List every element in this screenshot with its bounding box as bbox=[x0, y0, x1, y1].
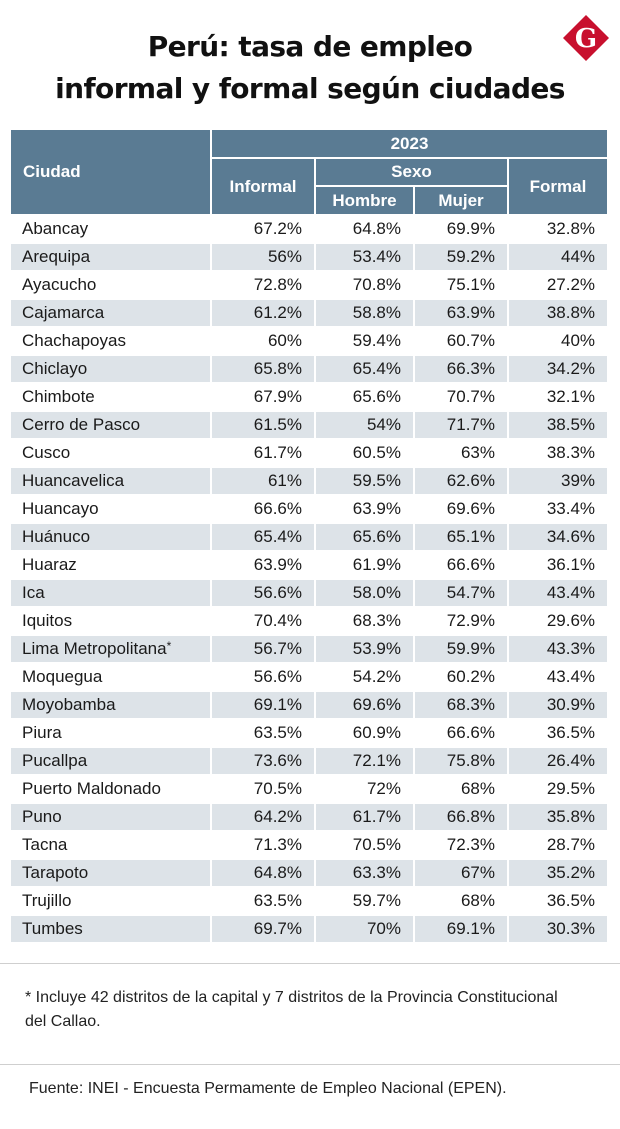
formal-cell: 28.7% bbox=[508, 831, 608, 859]
header-formal: Formal bbox=[508, 158, 608, 215]
hombre-cell: 63.9% bbox=[315, 495, 414, 523]
city-cell: Huánuco bbox=[10, 523, 211, 551]
hombre-cell: 70.5% bbox=[315, 831, 414, 859]
mujer-cell: 66.6% bbox=[414, 719, 508, 747]
hombre-cell: 54% bbox=[315, 411, 414, 439]
divider-bottom bbox=[0, 1064, 620, 1065]
city-cell: Puno bbox=[10, 803, 211, 831]
header-sexo: Sexo bbox=[315, 158, 508, 186]
formal-cell: 38.3% bbox=[508, 439, 608, 467]
city-cell: Cusco bbox=[10, 439, 211, 467]
city-cell: Chimbote bbox=[10, 383, 211, 411]
table-row bbox=[10, 719, 608, 747]
source-note: Fuente: INEI - Encuesta Permamente de Empleo Nacional (EPEN). bbox=[29, 1080, 507, 1097]
mujer-cell: 54.7% bbox=[414, 579, 508, 607]
city-cell: Tumbes bbox=[10, 915, 211, 943]
table-row bbox=[10, 859, 608, 887]
formal-cell: 30.3% bbox=[508, 915, 608, 943]
title-line-2: informal y formal según ciudades bbox=[55, 72, 565, 105]
table-row bbox=[10, 607, 608, 635]
header-ciudad: Ciudad bbox=[10, 129, 211, 215]
mujer-cell: 68.3% bbox=[414, 691, 508, 719]
hombre-cell: 65.4% bbox=[315, 355, 414, 383]
formal-cell: 35.2% bbox=[508, 859, 608, 887]
mujer-cell: 70.7% bbox=[414, 383, 508, 411]
mujer-cell: 59.9% bbox=[414, 635, 508, 663]
informal-cell: 64.2% bbox=[211, 803, 315, 831]
city-cell: Ica bbox=[10, 579, 211, 607]
city-cell: Cerro de Pasco bbox=[10, 411, 211, 439]
city-cell: Ayacucho bbox=[10, 271, 211, 299]
informal-cell: 56.6% bbox=[211, 579, 315, 607]
mujer-cell: 69.6% bbox=[414, 495, 508, 523]
formal-cell: 30.9% bbox=[508, 691, 608, 719]
mujer-cell: 63% bbox=[414, 439, 508, 467]
informal-cell: 63.5% bbox=[211, 887, 315, 915]
informal-cell: 63.5% bbox=[211, 719, 315, 747]
formal-cell: 39% bbox=[508, 467, 608, 495]
mujer-cell: 63.9% bbox=[414, 299, 508, 327]
informal-cell: 61% bbox=[211, 467, 315, 495]
city-cell: Tacna bbox=[10, 831, 211, 859]
header-mujer: Mujer bbox=[414, 186, 508, 215]
city-cell: Iquitos bbox=[10, 607, 211, 635]
formal-cell: 32.1% bbox=[508, 383, 608, 411]
hombre-cell: 69.6% bbox=[315, 691, 414, 719]
hombre-cell: 59.7% bbox=[315, 887, 414, 915]
hombre-cell: 60.9% bbox=[315, 719, 414, 747]
table-row bbox=[10, 523, 608, 551]
mujer-cell: 75.8% bbox=[414, 747, 508, 775]
informal-cell: 70.5% bbox=[211, 775, 315, 803]
mujer-cell: 68% bbox=[414, 775, 508, 803]
formal-cell: 34.6% bbox=[508, 523, 608, 551]
city-cell: Puerto Maldonado bbox=[10, 775, 211, 803]
informal-cell: 64.8% bbox=[211, 859, 315, 887]
table-row bbox=[10, 691, 608, 719]
mujer-cell: 69.9% bbox=[414, 215, 508, 243]
city-cell: Arequipa bbox=[10, 243, 211, 271]
informal-cell: 60% bbox=[211, 327, 315, 355]
hombre-cell: 59.4% bbox=[315, 327, 414, 355]
formal-cell: 40% bbox=[508, 327, 608, 355]
mujer-cell: 66.8% bbox=[414, 803, 508, 831]
informal-cell: 61.5% bbox=[211, 411, 315, 439]
table-row bbox=[10, 467, 608, 495]
table-row bbox=[10, 383, 608, 411]
table-row bbox=[10, 495, 608, 523]
divider-top bbox=[0, 963, 620, 964]
table-row bbox=[10, 831, 608, 859]
hombre-cell: 63.3% bbox=[315, 859, 414, 887]
formal-cell: 44% bbox=[508, 243, 608, 271]
table-row bbox=[10, 747, 608, 775]
table-row bbox=[10, 411, 608, 439]
mujer-cell: 67% bbox=[414, 859, 508, 887]
informal-cell: 61.7% bbox=[211, 439, 315, 467]
mujer-cell: 60.7% bbox=[414, 327, 508, 355]
city-cell: Tarapoto bbox=[10, 859, 211, 887]
table-row bbox=[10, 355, 608, 383]
informal-cell: 61.2% bbox=[211, 299, 315, 327]
mujer-cell: 72.9% bbox=[414, 607, 508, 635]
hombre-cell: 58.8% bbox=[315, 299, 414, 327]
mujer-cell: 71.7% bbox=[414, 411, 508, 439]
informal-cell: 67.9% bbox=[211, 383, 315, 411]
mujer-cell: 72.3% bbox=[414, 831, 508, 859]
table-row bbox=[10, 327, 608, 355]
footnote-mark: * bbox=[166, 639, 172, 653]
city-cell: Cajamarca bbox=[10, 299, 211, 327]
formal-cell: 27.2% bbox=[508, 271, 608, 299]
formal-cell: 33.4% bbox=[508, 495, 608, 523]
table-row bbox=[10, 887, 608, 915]
informal-cell: 65.4% bbox=[211, 523, 315, 551]
table-row bbox=[10, 271, 608, 299]
city-cell: Huaraz bbox=[10, 551, 211, 579]
formal-cell: 26.4% bbox=[508, 747, 608, 775]
header-informal: Informal bbox=[211, 158, 315, 215]
informal-cell: 73.6% bbox=[211, 747, 315, 775]
hombre-cell: 72.1% bbox=[315, 747, 414, 775]
mujer-cell: 68% bbox=[414, 887, 508, 915]
mujer-cell: 65.1% bbox=[414, 523, 508, 551]
table-row bbox=[10, 215, 608, 243]
formal-cell: 43.3% bbox=[508, 635, 608, 663]
city-cell: Moquegua bbox=[10, 663, 211, 691]
table-row bbox=[10, 299, 608, 327]
informal-cell: 56% bbox=[211, 243, 315, 271]
city-cell: Lima Metropolitana* bbox=[10, 635, 211, 663]
hombre-cell: 68.3% bbox=[315, 607, 414, 635]
formal-cell: 36.5% bbox=[508, 887, 608, 915]
city-cell: Huancayo bbox=[10, 495, 211, 523]
hombre-cell: 61.9% bbox=[315, 551, 414, 579]
mujer-cell: 66.3% bbox=[414, 355, 508, 383]
city-cell: Chiclayo bbox=[10, 355, 211, 383]
hombre-cell: 61.7% bbox=[315, 803, 414, 831]
mujer-cell: 66.6% bbox=[414, 551, 508, 579]
formal-cell: 36.5% bbox=[508, 719, 608, 747]
city-cell: Piura bbox=[10, 719, 211, 747]
city-cell: Abancay bbox=[10, 215, 211, 243]
title-line-1: Perú: tasa de empleo bbox=[147, 30, 473, 63]
mujer-cell: 62.6% bbox=[414, 467, 508, 495]
informal-cell: 63.9% bbox=[211, 551, 315, 579]
hombre-cell: 64.8% bbox=[315, 215, 414, 243]
page-title bbox=[0, 26, 620, 110]
hombre-cell: 53.4% bbox=[315, 243, 414, 271]
hombre-cell: 59.5% bbox=[315, 467, 414, 495]
informal-cell: 69.1% bbox=[211, 691, 315, 719]
logo-letter: G bbox=[574, 24, 598, 54]
hombre-cell: 60.5% bbox=[315, 439, 414, 467]
formal-cell: 38.5% bbox=[508, 411, 608, 439]
city-cell: Trujillo bbox=[10, 887, 211, 915]
informal-cell: 72.8% bbox=[211, 271, 315, 299]
table-row bbox=[10, 803, 608, 831]
table-row bbox=[10, 551, 608, 579]
formal-cell: 43.4% bbox=[508, 663, 608, 691]
mujer-cell: 69.1% bbox=[414, 915, 508, 943]
formal-cell: 38.8% bbox=[508, 299, 608, 327]
formal-cell: 29.5% bbox=[508, 775, 608, 803]
formal-cell: 35.8% bbox=[508, 803, 608, 831]
hombre-cell: 70.8% bbox=[315, 271, 414, 299]
informal-cell: 56.6% bbox=[211, 663, 315, 691]
hombre-cell: 65.6% bbox=[315, 523, 414, 551]
employment-table bbox=[10, 129, 608, 943]
mujer-cell: 75.1% bbox=[414, 271, 508, 299]
header-year: 2023 bbox=[211, 129, 608, 158]
informal-cell: 70.4% bbox=[211, 607, 315, 635]
informal-cell: 66.6% bbox=[211, 495, 315, 523]
table-row bbox=[10, 775, 608, 803]
hombre-cell: 54.2% bbox=[315, 663, 414, 691]
informal-cell: 56.7% bbox=[211, 635, 315, 663]
header-hombre: Hombre bbox=[315, 186, 414, 215]
formal-cell: 43.4% bbox=[508, 579, 608, 607]
mujer-cell: 59.2% bbox=[414, 243, 508, 271]
hombre-cell: 70% bbox=[315, 915, 414, 943]
city-cell: Moyobamba bbox=[10, 691, 211, 719]
hombre-cell: 65.6% bbox=[315, 383, 414, 411]
informal-cell: 71.3% bbox=[211, 831, 315, 859]
table-row bbox=[10, 579, 608, 607]
informal-cell: 67.2% bbox=[211, 215, 315, 243]
table-body bbox=[10, 215, 608, 943]
mujer-cell: 60.2% bbox=[414, 663, 508, 691]
informal-cell: 65.8% bbox=[211, 355, 315, 383]
table-row bbox=[10, 663, 608, 691]
hombre-cell: 72% bbox=[315, 775, 414, 803]
hombre-cell: 53.9% bbox=[315, 635, 414, 663]
city-cell: Pucallpa bbox=[10, 747, 211, 775]
table-row bbox=[10, 439, 608, 467]
table-row bbox=[10, 915, 608, 943]
informal-cell: 69.7% bbox=[211, 915, 315, 943]
city-cell: Chachapoyas bbox=[10, 327, 211, 355]
table-row bbox=[10, 635, 608, 663]
formal-cell: 32.8% bbox=[508, 215, 608, 243]
hombre-cell: 58.0% bbox=[315, 579, 414, 607]
city-cell: Huancavelica bbox=[10, 467, 211, 495]
formal-cell: 29.6% bbox=[508, 607, 608, 635]
formal-cell: 34.2% bbox=[508, 355, 608, 383]
formal-cell: 36.1% bbox=[508, 551, 608, 579]
footnote: * Incluye 42 distritos de la capital y 7 distritos de la Provincia Constitucional del Callao. bbox=[25, 989, 558, 1030]
gestion-g-logo-icon bbox=[562, 14, 610, 62]
table-row bbox=[10, 243, 608, 271]
